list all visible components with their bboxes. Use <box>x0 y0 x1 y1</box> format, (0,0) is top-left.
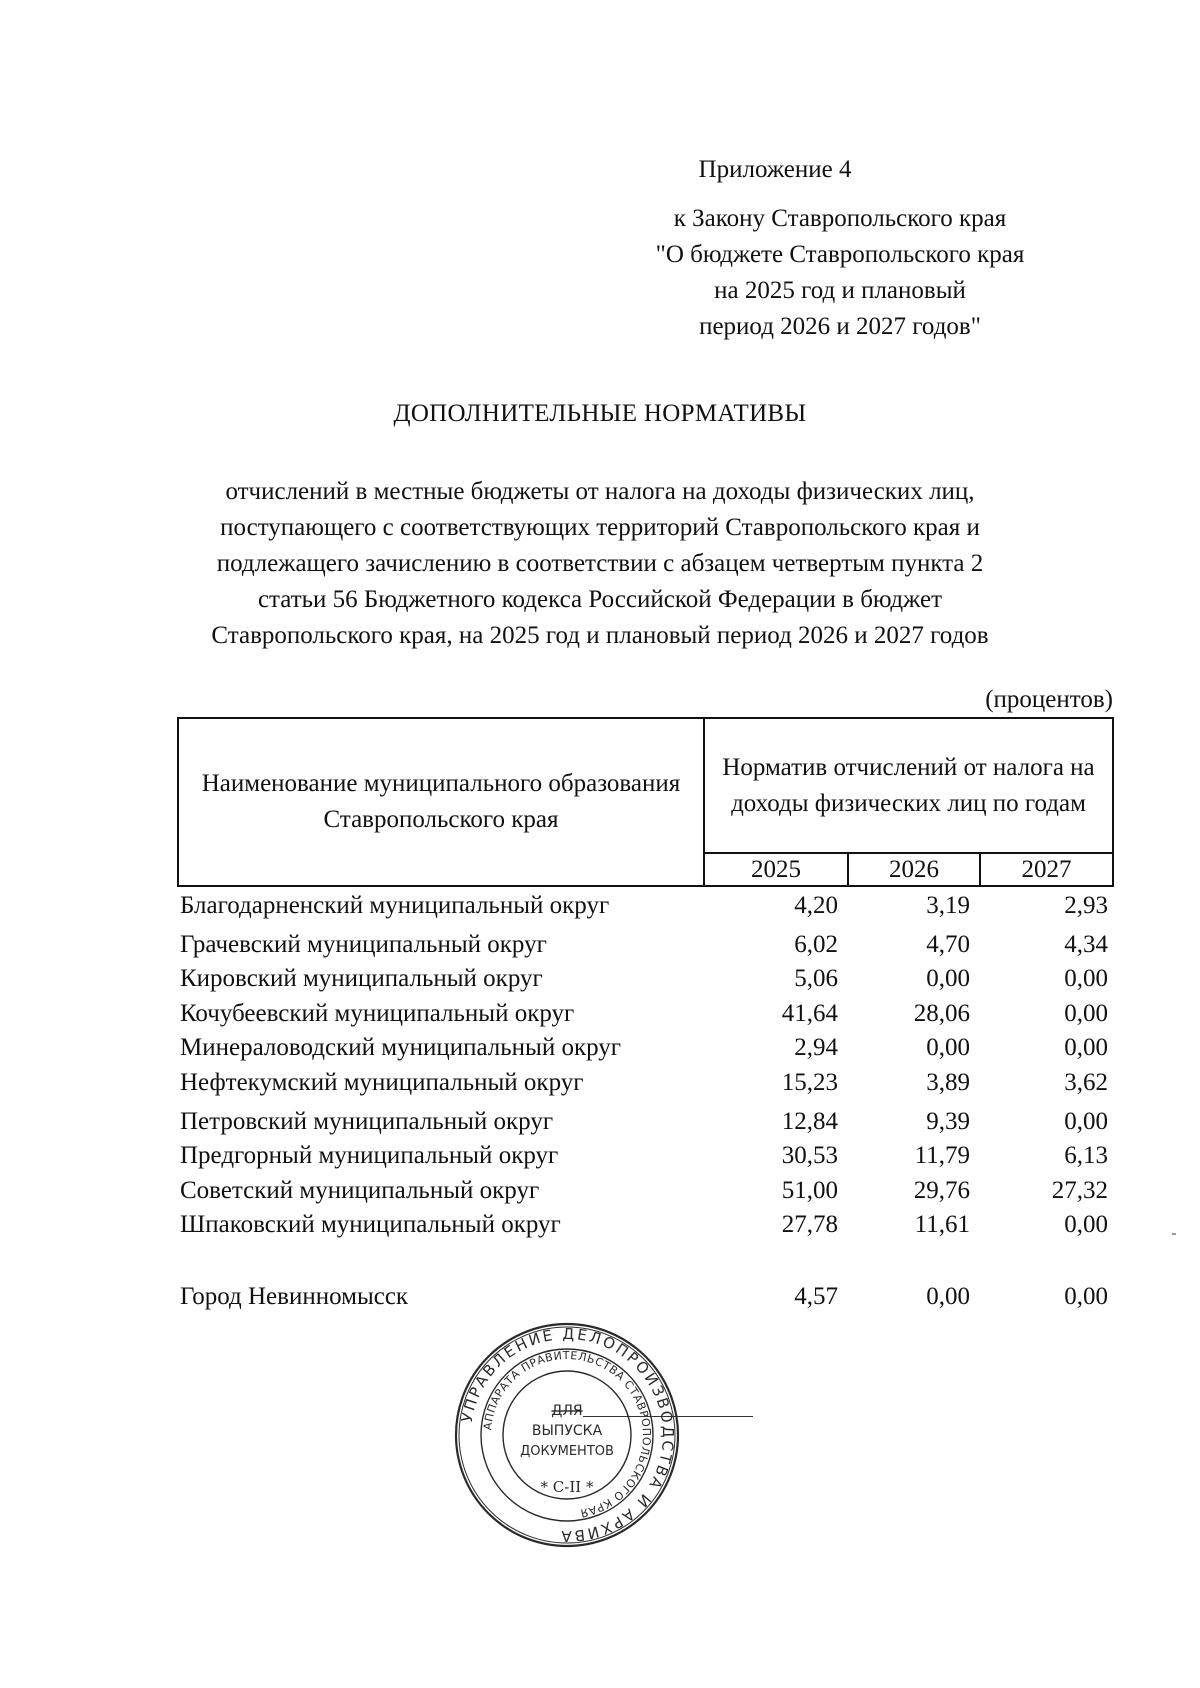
subtitle-line: отчислений в местные бюджеты от налога на доходы физических лиц, <box>225 478 975 505</box>
table-row <box>177 1031 1114 1065</box>
row-value-2025: 2,94 <box>794 1034 838 1061</box>
header-norm-group: Норматив отчислений от налога на доходы физических лиц по годам <box>705 719 1112 854</box>
table-row <box>177 1174 1114 1208</box>
row-value-2025: 15,23 <box>781 1069 838 1096</box>
row-value-2025: 12,84 <box>781 1108 838 1135</box>
row-value-2027: 6,13 <box>1064 1142 1108 1169</box>
row-value-2026: 3,19 <box>926 892 970 919</box>
row-name: Кировский муниципальный округ <box>180 965 543 992</box>
row-value-2027: 0,00 <box>1064 965 1108 992</box>
row-value-2026: 29,76 <box>913 1177 970 1204</box>
scan-speck <box>1172 1233 1176 1235</box>
table-row <box>177 962 1114 996</box>
row-value-2027: 0,00 <box>1064 1034 1108 1061</box>
table-row <box>177 1139 1114 1173</box>
row-name: Шпаковский муниципальный округ <box>180 1211 561 1238</box>
row-name: Грачевский муниципальный округ <box>180 931 547 958</box>
subtitle-line: поступающего с соответствующих территорий Ставропольского края и <box>220 514 980 541</box>
row-value-2026: 0,00 <box>926 1034 970 1061</box>
header-year-2025: 2025 <box>705 854 849 885</box>
document-subtitle <box>150 474 1050 654</box>
subtitle-line: Ставропольского края, на 2025 год и плановый период 2026 и 2027 годов <box>211 622 989 649</box>
stamp-inner-text: АППАРАТА ПРАВИТЕЛЬСТВА СТАВРОПОЛЬСКОГО КРАЯ <box>481 1348 654 1520</box>
row-value-2025: 4,20 <box>794 892 838 919</box>
official-stamp <box>452 1320 682 1550</box>
row-value-2027: 0,00 <box>1064 1108 1108 1135</box>
table-row <box>177 997 1114 1031</box>
header-municipality-name: Наименование муниципального образования Ставропольского края <box>179 719 705 885</box>
appendix-title: Приложение 4 <box>698 156 852 183</box>
header-year-2027: 2027 <box>1021 856 1072 883</box>
stamp-code: * С-II * <box>540 1478 594 1496</box>
appendix-ref-line: "О бюджете Ставропольского края <box>655 241 1025 268</box>
subtitle-line: подлежащего зачислению в соответствии с абзацем четвертым пункта 2 <box>216 550 984 577</box>
table-row <box>177 1066 1114 1100</box>
row-value-2027: 0,00 <box>1064 1283 1108 1310</box>
row-value-2026: 0,00 <box>926 1283 970 1310</box>
row-name: Кочубеевский муниципальный округ <box>180 1000 575 1027</box>
stamp-center-line: ВЫПУСКА <box>531 1423 603 1439</box>
row-name: Советский муниципальный округ <box>180 1177 540 1204</box>
row-name: Минераловодский муниципальный округ <box>180 1034 622 1061</box>
row-value-2026: 28,06 <box>913 1000 970 1027</box>
row-value-2026: 4,70 <box>926 931 970 958</box>
appendix-reference <box>560 201 1120 345</box>
header-year-2026: 2026 <box>849 854 981 885</box>
row-value-2025: 41,64 <box>781 1000 838 1027</box>
appendix-ref-line: на 2025 год и плановый <box>714 277 966 304</box>
row-value-2026: 11,79 <box>914 1142 970 1169</box>
table-row <box>177 928 1114 962</box>
row-value-2027: 4,34 <box>1064 931 1108 958</box>
stamp-center-line: ДОКУМЕНТОВ <box>520 1444 614 1459</box>
units-label: (процентов) <box>985 686 1113 713</box>
row-value-2025: 30,53 <box>781 1142 838 1169</box>
row-value-2025: 6,02 <box>794 931 838 958</box>
row-value-2027: 27,32 <box>1051 1177 1108 1204</box>
row-name: Нефтекумский муниципальный округ <box>180 1069 584 1096</box>
row-value-2026: 3,89 <box>926 1069 970 1096</box>
row-value-2025: 27,78 <box>781 1211 838 1238</box>
appendix-ref-line: к Закону Ставропольского края <box>673 205 1007 232</box>
document-title: ДОПОЛНИТЕЛЬНЫЕ НОРМАТИВЫ <box>393 400 807 427</box>
subtitle-line: статьи 56 Бюджетного кодекса Российской Федерации в бюджет <box>257 586 943 613</box>
stamp-center-line: ДЛЯ <box>551 1403 583 1419</box>
row-value-2025: 5,06 <box>794 965 838 992</box>
row-name: Благодарненский муниципальный округ <box>180 892 610 919</box>
row-value-2027: 0,00 <box>1064 1211 1108 1238</box>
table-row <box>177 1105 1114 1139</box>
table-header <box>177 717 1114 887</box>
row-value-2026: 0,00 <box>926 965 970 992</box>
row-value-2026: 11,61 <box>914 1211 970 1238</box>
row-value-2026: 9,39 <box>926 1108 970 1135</box>
table-row <box>177 1208 1114 1242</box>
row-name: Город Невинномысск <box>180 1283 409 1310</box>
table-row <box>177 1280 1114 1314</box>
row-value-2027: 0,00 <box>1064 1000 1108 1027</box>
stamp-outer-text: УПРАВЛЕНИЕ ДЕЛОПРОИЗВОДСТВА И АРХИВА <box>457 1324 678 1546</box>
appendix-ref-line: период 2026 и 2027 годов" <box>699 313 981 340</box>
row-value-2025: 51,00 <box>781 1177 838 1204</box>
table-row <box>177 889 1114 923</box>
row-name: Предгорный муниципальный округ <box>180 1142 559 1169</box>
row-value-2027: 3,62 <box>1064 1069 1108 1096</box>
row-name: Петровский муниципальный округ <box>180 1108 554 1135</box>
row-value-2025: 4,57 <box>794 1283 838 1310</box>
row-value-2027: 2,93 <box>1064 892 1108 919</box>
